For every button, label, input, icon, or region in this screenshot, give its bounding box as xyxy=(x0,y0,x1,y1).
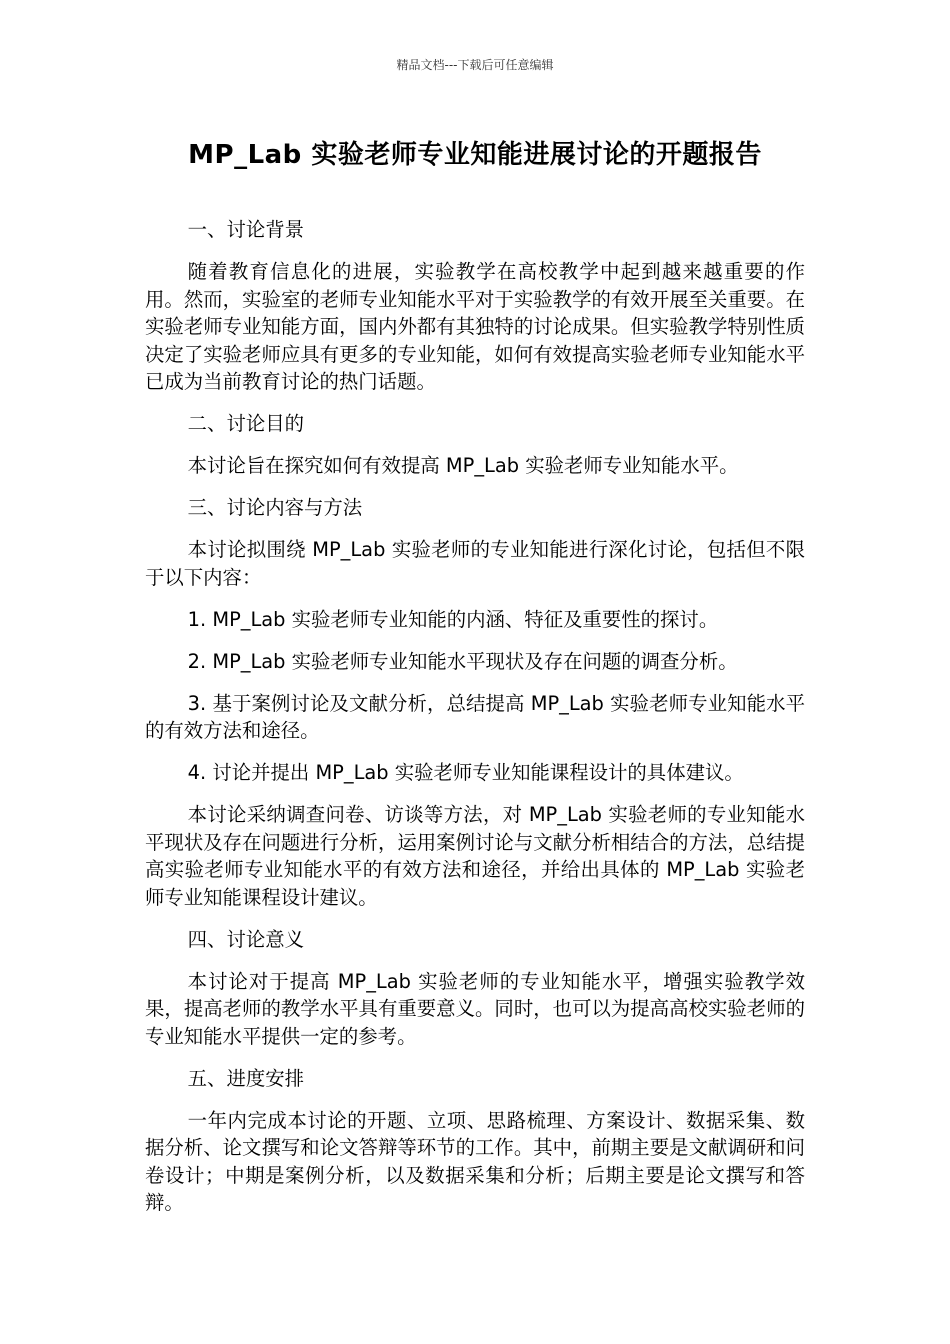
list-item-1: 1. MP_Lab 实验老师专业知能的内涵、特征及重要性的探讨。 xyxy=(187,607,719,631)
document-body xyxy=(145,216,805,1231)
list-item-3: 3. 基于案例讨论及文献分析，总结提高 MP_Lab 实验老师专业知能水平的有效方法和途径。 xyxy=(145,691,805,742)
paragraph-purpose: 本讨论旨在探究如何有效提高 MP_Lab 实验老师专业知能水平。 xyxy=(187,454,739,477)
paragraph-content-intro: 本讨论拟围绕 MP_Lab 实验老师的专业知能进行深化讨论，包括但不限于以下内容： xyxy=(145,538,805,589)
section-heading-schedule: 五、进度安排 xyxy=(187,1066,305,1090)
list-item-2: 2. MP_Lab 实验老师专业知能水平现状及存在问题的调查分析。 xyxy=(187,649,738,673)
paragraph-schedule: 一年内完成本讨论的开题、立项、思路梳理、方案设计、数据采集、数据分析、论文撰写和论文答辩等环节的工作。其中，前期主要是文献调研和问卷设计；中期是案例分析，以及数据采集和分析；后期主要是论文撰写和答辩。 xyxy=(145,1108,805,1214)
list-item-4: 4. 讨论并提出 MP_Lab 实验老师专业知能课程设计的具体建议。 xyxy=(187,761,744,784)
document-title: MP_Lab 实验老师专业知能进展讨论的开题报告 xyxy=(188,140,762,170)
paragraph-background: 随着教育信息化的进展，实验教学在高校教学中起到越来越重要的作用。然而，实验室的老师专业知能水平对于实验教学的有效开展至关重要。在实验老师专业知能方面，国内外都有其独特的讨论成果。但实验教学特别性质决定了实验老师应具有更多的专业知能，如何有效提高实验老师专业知能水平已成为当前教育讨论的热门话题。 xyxy=(145,260,805,393)
header-note: 精品文档---下载后可任意编辑 xyxy=(396,58,554,72)
paragraph-significance: 本讨论对于提高 MP_Lab 实验老师的专业知能水平，增强实验教学效果，提高老师的教学水平具有重要意义。同时，也可以为提高高校实验老师的专业知能水平提供一定的参考。 xyxy=(145,969,805,1048)
section-heading-content-methods: 三、讨论内容与方法 xyxy=(187,496,363,519)
paragraph-methods: 本讨论采纳调查问卷、访谈等方法，对 MP_Lab 实验老师的专业知能水平现状及存在问题进行分析，运用案例讨论与文献分析相结合的方法，总结提高实验老师专业知能水平的有效方法和途径，并给出具体的 MP_Lab 实验老师专业知能课程设计建议。 xyxy=(145,803,805,909)
section-heading-purpose: 二、讨论目的 xyxy=(187,412,305,435)
section-heading-background: 一、讨论背景 xyxy=(187,218,305,241)
section-heading-significance: 四、讨论意义 xyxy=(187,927,305,951)
